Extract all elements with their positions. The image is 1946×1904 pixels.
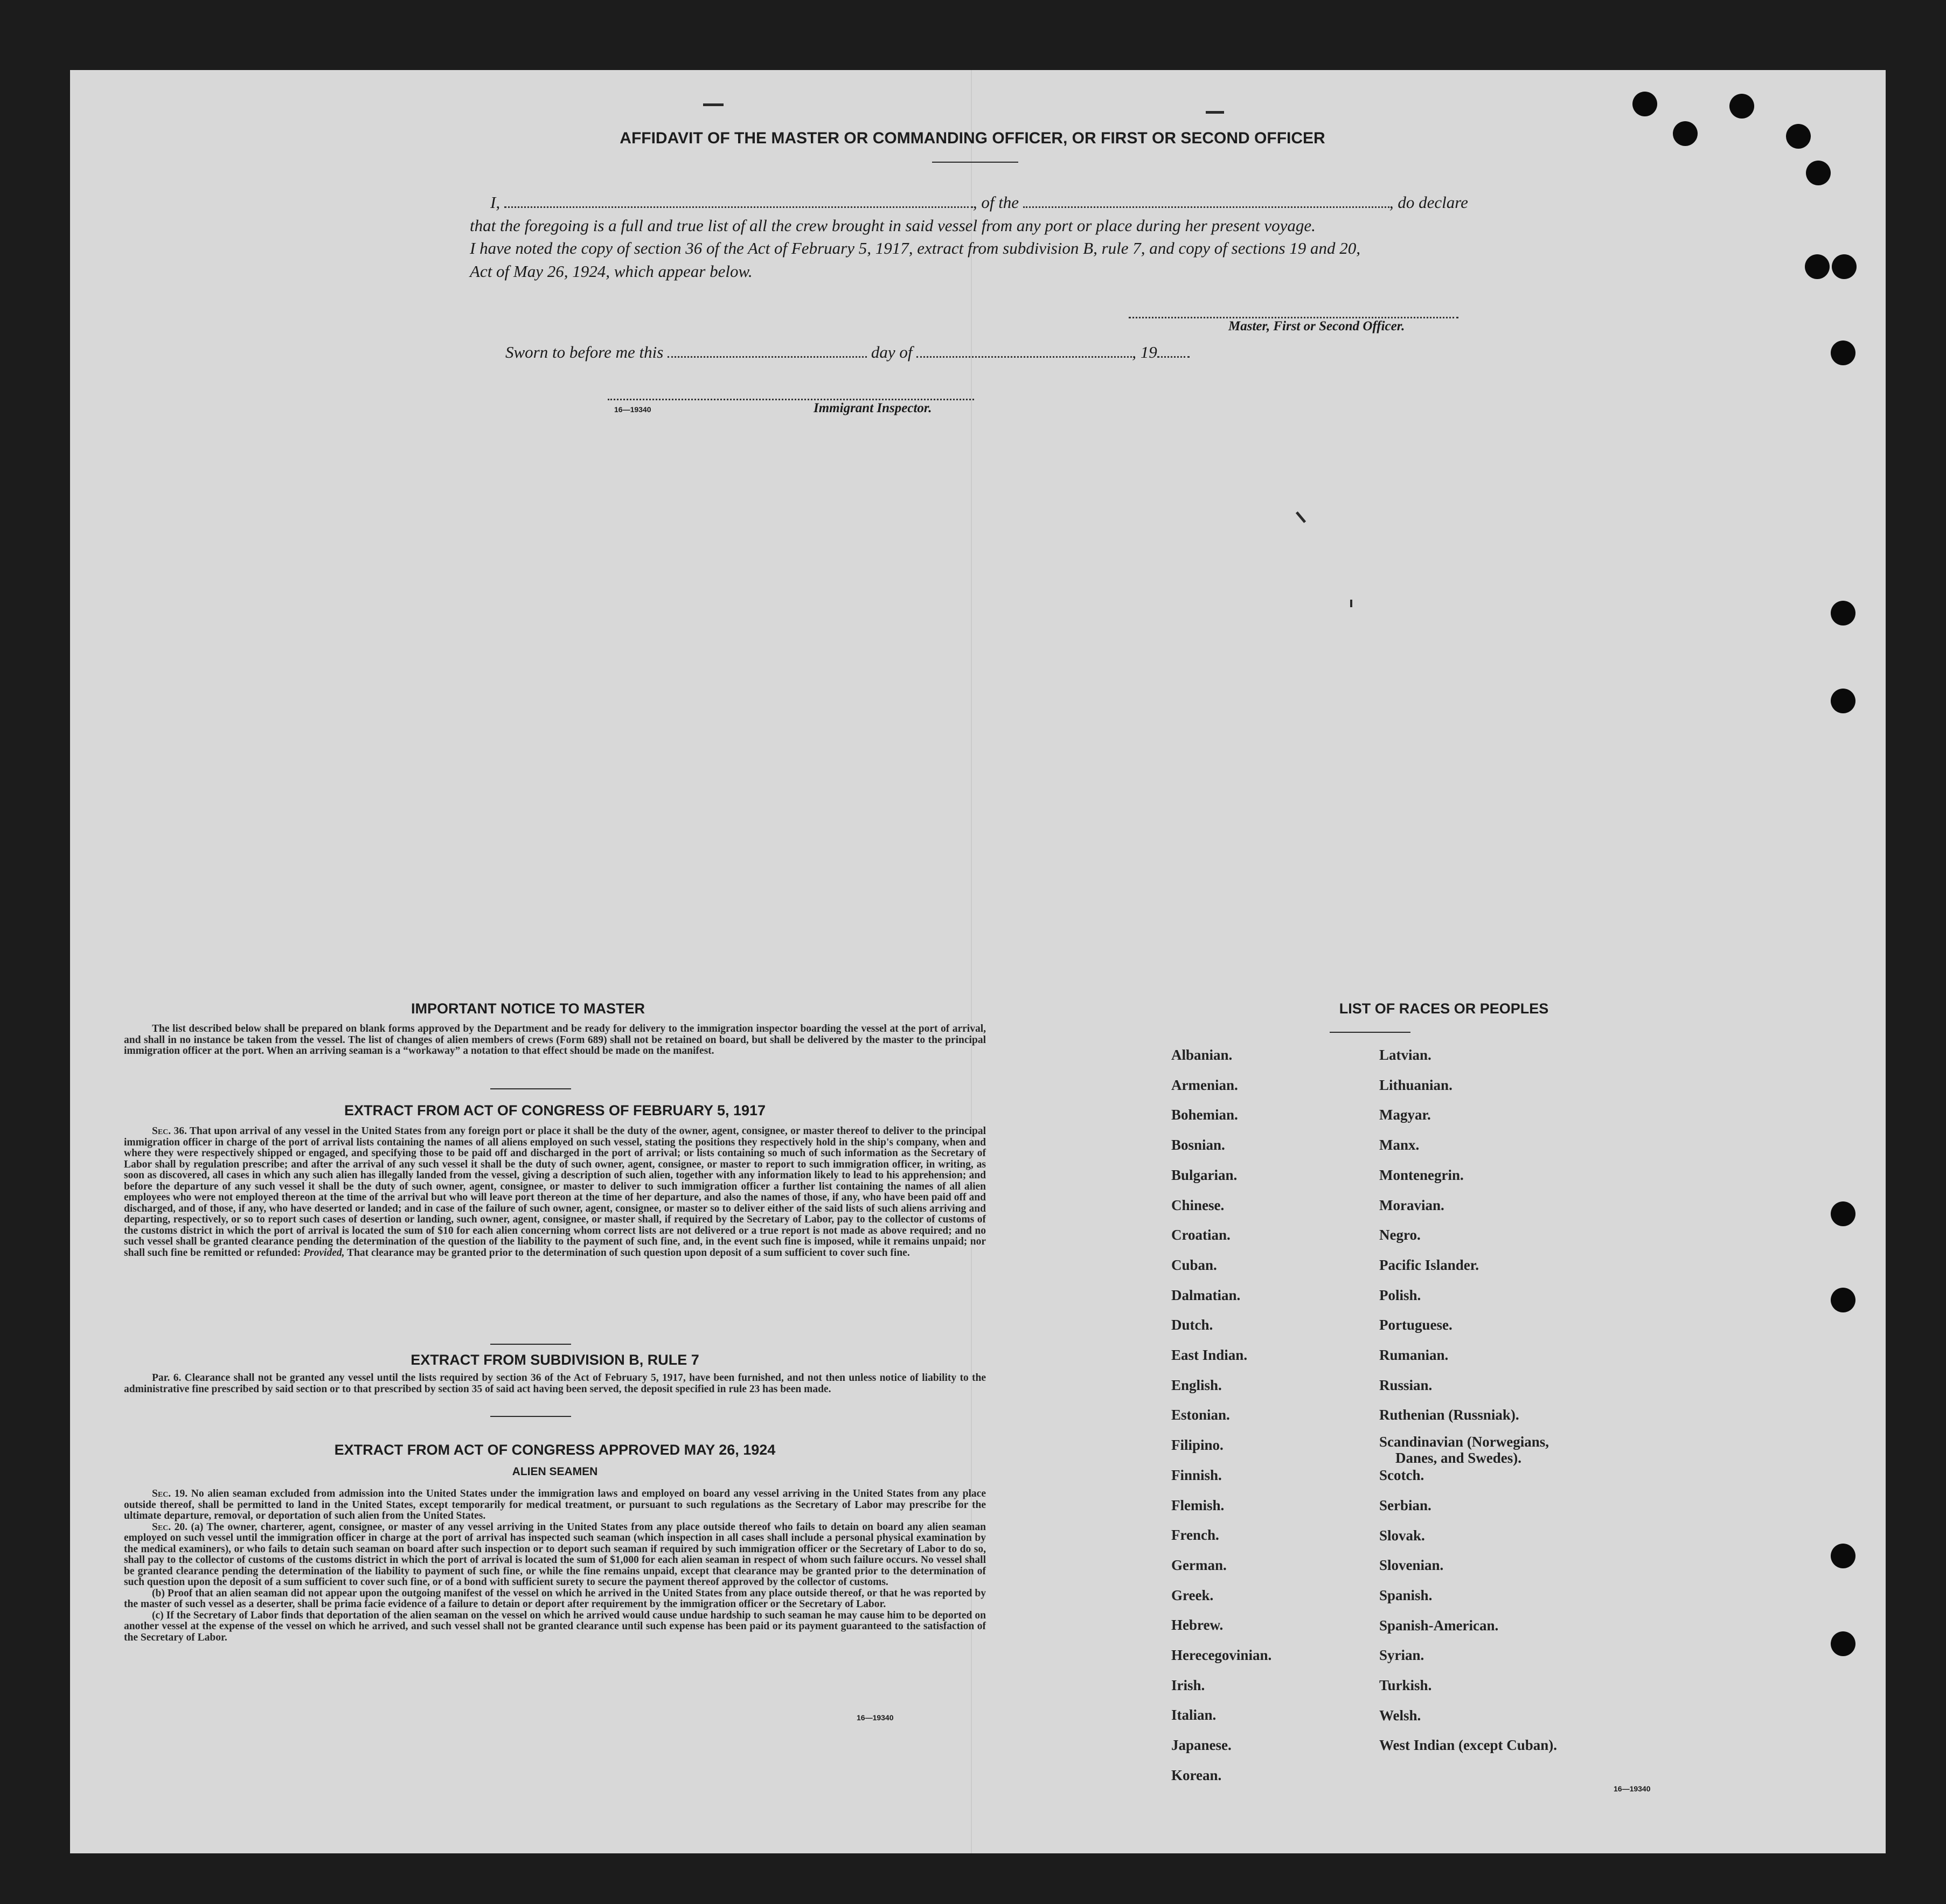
ink-mark (1296, 511, 1306, 523)
sec-20a-text: (a) The owner, charterer, agent, consignee, or master of any vessel arriving in the United States from any place outside thereof who fails to detain on board any alien seaman employed on such vessel until the immigration officer in charge at the port of arrival has inspected such seaman (which inspection in all cases shall include a personal physical examination by the medical examiners), or who fails to detain such seaman on board after such inspection or to deport such seaman if required by such immigration officer or the Secretary of Labor to do so, shall pay to the collector of customs of the customs district in which the port of arrival is located the sum of $1,000 for each alien seaman in respect of whom such failure occurs. No vessel shall be granted clearance pending the determination of the liability to payment of such fine, or while the fine remains unpaid, except that clearance may be granted prior to the determination of such question upon the deposit of a sum sufficient to cover such fine, or of a bond with sufficient surety to secure the payment thereof approved by the collector of customs. (124, 1521, 986, 1588)
punch-hole (1673, 121, 1698, 146)
form-number: 16—19340 (1614, 1784, 1651, 1793)
extract-1917-title: EXTRACT FROM ACT OF CONGRESS OF FEBRUARY 5, 1917 (344, 1102, 766, 1118)
race-item: French. (1171, 1527, 1219, 1544)
race-item: Spanish-American. (1379, 1617, 1499, 1634)
subdivision-body (124, 1373, 986, 1395)
race-item: Danes, and Swedes). (1395, 1450, 1522, 1467)
punch-hole (1806, 161, 1831, 185)
sec-20c-text: (c) If the Secretary of Labor finds that deportation of the alien seaman on the vessel on which he arrived would cause undue hardship to such seaman he may cause him to be deported on another vessel at the expense of the vessel on which he arrived, and such vessel shall not be granted clearance until such expense has been paid or its payment guaranteed to the satisfaction of the Secretary of Labor. (124, 1609, 986, 1643)
race-item: Albanian. (1171, 1047, 1233, 1063)
divider (490, 1416, 571, 1417)
race-item: Slovak. (1379, 1527, 1425, 1544)
race-item: Welsh. (1379, 1707, 1421, 1724)
subdivision-title: EXTRACT FROM SUBDIVISION B, RULE 7 (411, 1352, 699, 1368)
of-the-label: , of the (972, 193, 1019, 212)
day-of-label: day of (871, 343, 913, 362)
race-item: Bosnian. (1171, 1137, 1225, 1153)
ink-mark (703, 103, 724, 106)
sec-20b-text: (b) Proof that an alien seaman did not appear upon the outgoing manifest of the vessel on which he arrived in the United States from any place outside thereof, or that he was reported by the master of such vessel as a deserter, shall be prima facie evidence of a failure to detain or deport after requirement by the immigration officer or the Secretary of Labor. (124, 1587, 986, 1610)
race-item: Lithuanian. (1379, 1076, 1452, 1093)
punch-hole (1831, 1544, 1855, 1568)
race-item: Russian. (1379, 1377, 1433, 1393)
race-item: Serbian. (1379, 1497, 1431, 1513)
sworn-label: Sworn to before me this (505, 343, 664, 362)
divider (490, 1344, 571, 1345)
race-item: Scandinavian (Norwegians, (1379, 1434, 1549, 1450)
punch-hole (1805, 254, 1830, 279)
inspector-signature-line[interactable] (608, 399, 974, 400)
affidavit-line-4: Act of May 26, 1924, which appear below. (470, 262, 753, 281)
race-item: Japanese. (1171, 1737, 1232, 1754)
race-item: Montenegrin. (1379, 1166, 1464, 1183)
sec-36-tail: That clearance may be granted prior to the determination of such question upon deposit of a sum sufficient to cover such fine. (347, 1247, 910, 1259)
alien-seamen-subtitle: ALIEN SEAMEN (512, 1465, 598, 1478)
sec-19-label: Sec. 19. (152, 1488, 188, 1499)
races-title: LIST OF RACES OR PEOPLES (1339, 1000, 1549, 1017)
race-item: Scotch. (1379, 1467, 1424, 1484)
race-item: Negro. (1379, 1227, 1421, 1243)
extract-1924-body (124, 1489, 986, 1643)
punch-hole (1729, 94, 1754, 119)
race-item: Turkish. (1379, 1677, 1432, 1694)
subdivision-text: Par. 6. Clearance shall not be granted any vessel until the lists required by section 36 of the Act of February 5, 1917, have been furnished, and not then unless notice of liability to the administrative fine prescribed by said section or to that prescribed by section 35 of said act having been served, the deposit specified in rule 23 has been made. (124, 1372, 986, 1395)
affidavit-title: AFFIDAVIT OF THE MASTER OR COMMANDING OFFICER, OR FIRST OR SECOND OFFICER (620, 129, 1325, 147)
race-item: English. (1171, 1377, 1222, 1393)
race-item: Dutch. (1171, 1317, 1213, 1333)
sec-36-text: That upon arrival of any vessel in the United States from any foreign port or place it shall be the duty of the owner, agent, consignee, or master thereof to deliver to the principal immigration officer in charge of the port of arrival lists containing the names of all aliens employed on such vessel, stating the positions they respectively hold in the ship's company, when and where they were respectively shipped or engaged, and specifying those to be paid off and discharged in the port of arrival; or lists containing so much of such information as the Secretary of Labor shall by regulation prescribe; and after the arrival of any such vessel it shall be the duty of such owner, agent, consignee, or master to report to such immigration officer, in writing, as soon as discovered, all cases in which any such alien has illegally landed from the vessel, giving a description of such alien, together with any information likely to lead to his apprehension; and before the departure of any such vessel it shall be the duty of such owner, agent, consignee, or master to deliver to such immigration officer a further list containing the names of all alien employees who were not employed thereon at the time of the arrival but who will leave port thereon at the time of her departure, and also the names of those, if any, who have been paid off and discharged, and of those, if any, who have deserted or landed; and in case of the failure of such owner, agent, consignee, or master so to deliver either of the said lists of such aliens arriving and departing, respectively, or so to report such cases of desertion or landing, such owner, agent, consignee, or master shall, if required by the Secretary of Labor, pay to the collector of customs of the customs district in which the port of arrival is located the sum of $10 for each alien concerning whom correct lists are not delivered or a true report is not made as above required; and no such vessel shall be granted clearance pending the determination of the question of the liability to the payment of such fine, and, in the event such fine is imposed, while it remains unpaid; nor shall such fine be remitted or refunded: (124, 1125, 986, 1259)
race-item: Latvian. (1379, 1047, 1431, 1063)
race-item: Irish. (1171, 1677, 1205, 1693)
race-item: Finnish. (1171, 1467, 1222, 1483)
race-item: Portuguese. (1379, 1317, 1452, 1333)
sec-36-label: Sec. 36. (152, 1125, 187, 1137)
races-left-column (1171, 1040, 1271, 1791)
form-number: 16—19340 (857, 1713, 894, 1722)
race-item: Manx. (1379, 1137, 1420, 1153)
ink-mark (1206, 111, 1224, 114)
vessel-blank[interactable] (1023, 194, 1389, 208)
sec-20-label: Sec. 20. (152, 1521, 188, 1533)
master-signature-line[interactable] (1129, 317, 1458, 318)
races-right-column (1379, 1040, 1557, 1761)
day-blank[interactable] (668, 344, 867, 358)
punch-hole (1831, 1288, 1855, 1312)
race-item: Flemish. (1171, 1497, 1225, 1513)
race-item: Estonian. (1171, 1407, 1230, 1423)
race-item: Cuban. (1171, 1256, 1217, 1273)
race-item: West Indian (except Cuban). (1379, 1737, 1558, 1754)
do-declare-label: , do declare (1389, 193, 1468, 212)
extract-1917-body (124, 1126, 986, 1259)
race-item: Greek. (1171, 1587, 1214, 1603)
race-item: Ruthenian (Russniak). (1379, 1407, 1519, 1423)
punch-hole (1831, 689, 1855, 713)
punch-hole (1786, 124, 1811, 149)
name-blank[interactable] (504, 194, 973, 208)
notice-title: IMPORTANT NOTICE TO MASTER (411, 1000, 645, 1017)
punch-hole (1831, 1201, 1855, 1226)
race-item: Dalmatian. (1171, 1287, 1241, 1303)
sec-19-text: No alien seaman excluded from admission into the United States under the immigration laws and employed on board any vessel arriving in the United States from any place outside thereof, shall be permitted to land in the United States, except temporarily for medical treatment, or pursuant to such regulations as the Secretary of Labor may prescribe for the ultimate departure, removal, or deportation of such alien from the United States. (124, 1488, 986, 1521)
race-item: Italian. (1171, 1707, 1217, 1724)
affidavit-line-2: that the foregoing is a full and true list of all the crew brought in said vessel from any port or place during her present voyage. (470, 216, 1316, 235)
affidavit-line-1 (490, 193, 1552, 212)
extract-1924-title: EXTRACT FROM ACT OF CONGRESS APPROVED MAY 26, 1924 (334, 1442, 776, 1458)
title-underline (932, 162, 1018, 163)
race-item-scandinavian (1379, 1430, 1557, 1467)
race-item: Filipino. (1171, 1437, 1224, 1454)
document-page (70, 70, 1886, 1853)
race-item: Chinese. (1171, 1197, 1225, 1213)
race-item: Armenian. (1171, 1076, 1238, 1093)
race-item: Bohemian. (1171, 1107, 1238, 1123)
year-blank[interactable] (1157, 344, 1190, 358)
race-item: German. (1171, 1556, 1227, 1573)
i-label: I, (490, 193, 501, 212)
provided-word: Provided, (303, 1247, 345, 1259)
divider (1330, 1032, 1410, 1033)
race-item: East Indian. (1171, 1347, 1248, 1364)
affidavit-line-3: I have noted the copy of section 36 of the Act of February 5, 1917, extract from subdivision B, rule 7, and copy of sections 19 and 20, (470, 239, 1361, 258)
punch-hole (1832, 254, 1857, 279)
divider (490, 1088, 571, 1089)
year-label: , 19 (1132, 343, 1157, 362)
punch-hole (1831, 1631, 1855, 1656)
race-item: Spanish. (1379, 1587, 1433, 1603)
month-blank[interactable] (916, 344, 1132, 358)
race-item: Hebrew. (1171, 1617, 1224, 1634)
race-item: Bulgarian. (1171, 1166, 1238, 1183)
race-item: Herecegovinian. (1171, 1647, 1272, 1664)
master-signature-caption: Master, First or Second Officer. (1228, 319, 1405, 333)
inspector-caption: Immigrant Inspector. (814, 401, 932, 415)
form-number: 16—19340 (614, 405, 651, 414)
race-item: Croatian. (1171, 1227, 1231, 1243)
ink-mark (1350, 600, 1352, 607)
punch-hole (1831, 341, 1855, 365)
race-item: Magyar. (1379, 1107, 1431, 1123)
race-item: Polish. (1379, 1287, 1421, 1303)
race-item: Moravian. (1379, 1197, 1444, 1213)
race-item: Korean. (1171, 1767, 1222, 1783)
notice-text: The list described below shall be prepared on blank forms approved by the Department and be ready for delivery to the immigration inspector boarding the vessel at the port of arrival, and shall in no instance be taken from the vessel. The list of changes of alien members of crews (Form 689) shall not be retained on board, but shall be delivered by the master to the principal immigration officer at the port. When an arriving seaman is a “workaway” a notation to that effect should be made on the manifest. (124, 1023, 986, 1057)
punch-hole (1632, 92, 1657, 116)
race-item: Pacific Islander. (1379, 1256, 1479, 1273)
sworn-line (505, 343, 1190, 362)
race-item: Syrian. (1379, 1647, 1424, 1664)
notice-body (124, 1024, 986, 1057)
race-item: Slovenian. (1379, 1557, 1444, 1574)
race-item: Rumanian. (1379, 1347, 1449, 1364)
punch-hole (1831, 601, 1855, 626)
